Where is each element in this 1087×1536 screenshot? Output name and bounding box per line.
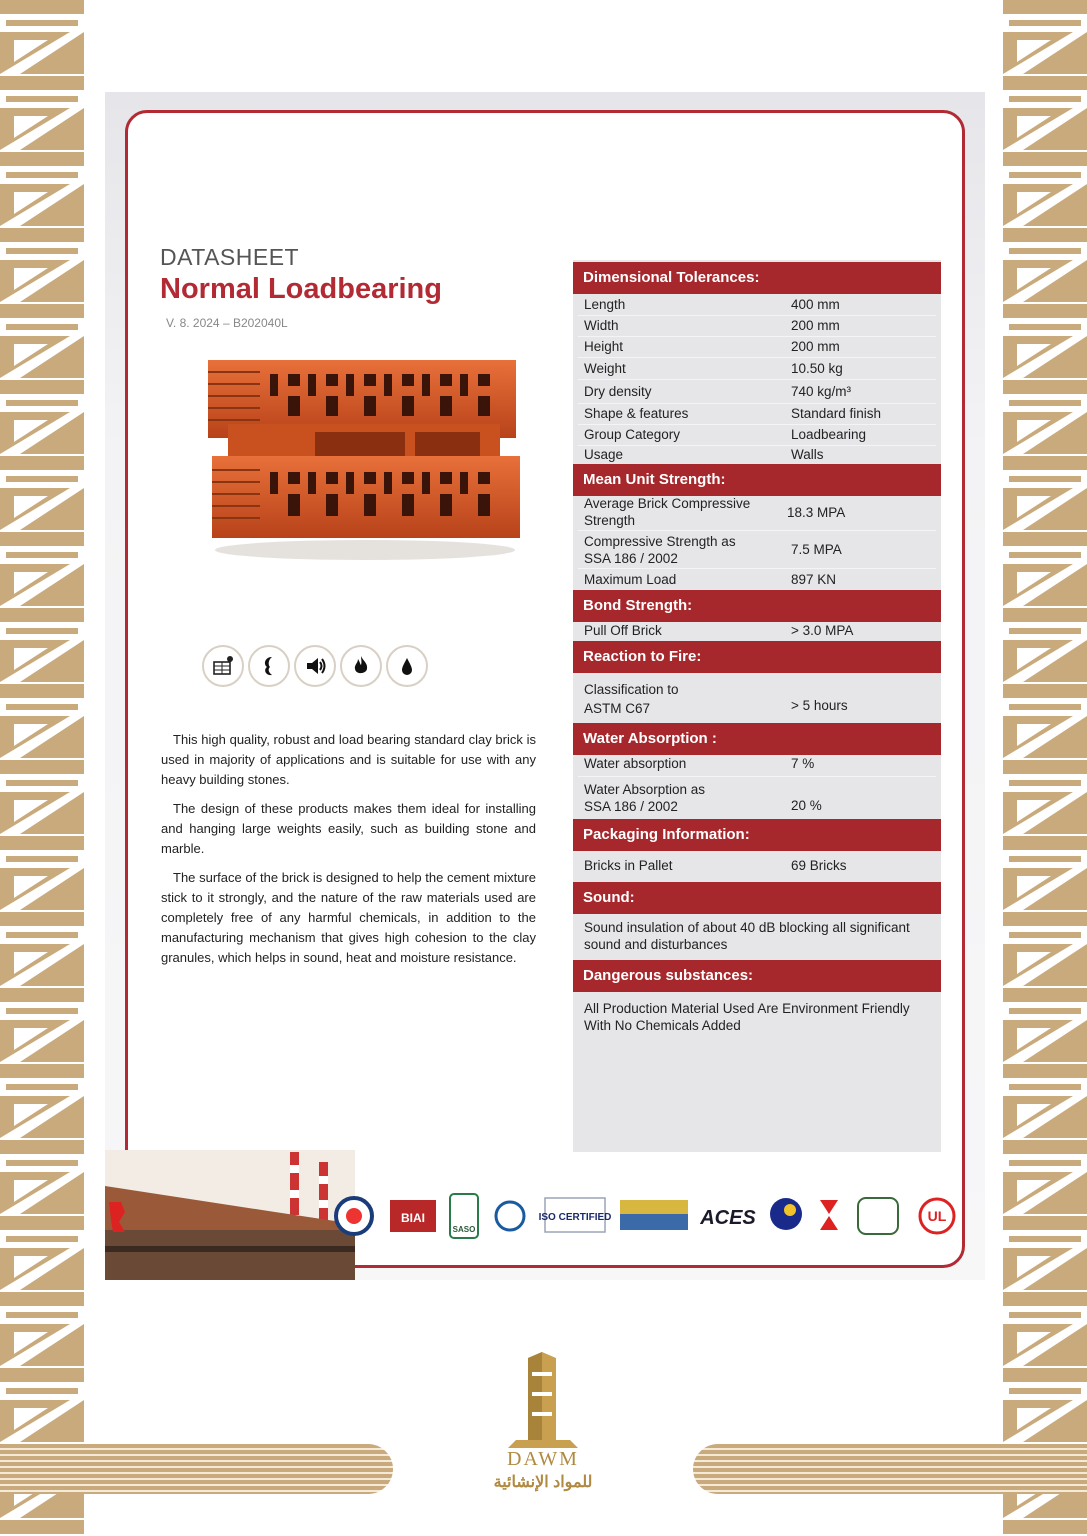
spec-value: > 3.0 MPA xyxy=(791,623,854,638)
row-divider xyxy=(578,776,936,777)
megaphone-icon xyxy=(294,645,336,687)
spec-key: Compressive Strength as SSA 186 / 2002 xyxy=(584,534,736,566)
spec-key: Dry density xyxy=(584,384,652,399)
row-divider xyxy=(578,315,936,316)
spec-key: Shape & features xyxy=(584,406,689,421)
spec-value: 18.3 MPA xyxy=(787,505,846,520)
brand-latin: DAWM xyxy=(507,1448,579,1470)
spec-value: 897 KN xyxy=(791,572,837,587)
row-divider xyxy=(578,424,936,425)
sound-text: Sound insulation of about 40 dB blocking all significant sound and disturbances xyxy=(584,920,910,952)
spec-value: 7 % xyxy=(791,756,815,771)
feature-icons xyxy=(202,645,428,687)
thermal-icon xyxy=(202,645,244,687)
spec-value: 400 mm xyxy=(791,297,840,312)
spec-key: Pull Off Brick xyxy=(584,623,662,638)
spec-key: Bricks in Pallet xyxy=(584,858,673,873)
spec-value: 740 kg/m³ xyxy=(791,384,852,399)
spec-key: Maximum Load xyxy=(584,572,677,587)
description-paragraph: The surface of the brick is designed to help the cement mixture stick to it strongly, and the nature of the raw materials used are completely free of any harmful chemicals, in addition to the manufacturing mechanism that gives high cohesion to the clay granules, which helps in sound, heat and moisture resistance. xyxy=(161,870,536,965)
saso-logo-text: SASO xyxy=(452,1225,476,1234)
section-heading-fire: Reaction to Fire: xyxy=(573,641,941,673)
spec-value: 200 mm xyxy=(791,318,840,333)
footer-band-left xyxy=(0,1444,393,1494)
row-divider xyxy=(578,530,936,531)
company-logo xyxy=(478,1352,608,1492)
brand-arabic: للمواد الإنشائية xyxy=(493,1474,593,1491)
section-heading-sound: Sound: xyxy=(573,882,941,914)
version-code: V. 8. 2024 – B202040L xyxy=(166,316,288,330)
row-divider xyxy=(578,379,936,380)
spec-key: Length xyxy=(584,297,626,312)
datasheet-label: DATASHEET xyxy=(160,244,300,270)
spec-value: 20 % xyxy=(791,798,822,813)
spec-key: Width xyxy=(584,318,619,333)
spec-value: > 5 hours xyxy=(791,698,848,713)
iso-logo-text: ISO CERTIFIED xyxy=(538,1212,612,1223)
section-heading-strength: Mean Unit Strength: xyxy=(573,464,941,496)
spec-key: Usage xyxy=(584,447,624,462)
spec-value: 7.5 MPA xyxy=(791,542,842,557)
spec-value: 10.50 kg xyxy=(791,361,843,376)
spec-value: 200 mm xyxy=(791,339,840,354)
ul-logo-text: UL xyxy=(927,1208,947,1224)
water-drop-icon xyxy=(386,645,428,687)
row-divider xyxy=(578,357,936,358)
spec-key: Group Category xyxy=(584,427,681,442)
row-divider xyxy=(578,403,936,404)
spec-key: Water absorption xyxy=(584,756,687,771)
row-divider xyxy=(578,568,936,569)
spec-key: Average Brick Compressive Strength xyxy=(584,496,751,528)
section-heading-water: Water Absorption : xyxy=(573,723,941,755)
spec-value: 69 Bricks xyxy=(791,858,847,873)
spec-key: Classification to ASTM C67 xyxy=(584,682,679,716)
sound-icon xyxy=(248,645,290,687)
section-heading-dangerous: Dangerous substances: xyxy=(573,960,941,992)
factory-image xyxy=(105,1150,355,1280)
left-decorative-border xyxy=(0,0,84,1536)
description-paragraph: This high quality, robust and load bearing standard clay brick is used in majority of applications and is suitable for use with any heavy building stones. xyxy=(161,732,536,787)
spec-key: Water Absorption as SSA 186 / 2002 xyxy=(584,782,706,814)
product-description xyxy=(161,730,536,977)
section-heading-packaging: Packaging Information: xyxy=(573,819,941,851)
section-heading-dimensional: Dimensional Tolerances: xyxy=(573,262,941,294)
fire-icon xyxy=(340,645,382,687)
aces-logo-text: ACES xyxy=(700,1207,756,1229)
right-decorative-border xyxy=(1003,0,1087,1536)
brick-image xyxy=(200,352,530,567)
spec-value: Walls xyxy=(791,447,824,462)
spec-value: Standard finish xyxy=(791,406,882,421)
biai-logo-text: BIAI xyxy=(401,1211,425,1225)
dangerous-text: All Production Material Used Are Environment Friendly With No Chemicals Added xyxy=(584,1001,910,1033)
spec-key: Height xyxy=(584,339,624,354)
section-heading-bond: Bond Strength: xyxy=(573,590,941,622)
building-logo-icon xyxy=(478,1352,608,1452)
spec-key: Weight xyxy=(584,361,626,376)
footer-band-right xyxy=(693,1444,1087,1494)
certification-logos xyxy=(330,1190,970,1245)
description-paragraph: The design of these products makes them ideal for installing and hanging large weights easily, such as building stone and marble. xyxy=(161,801,536,856)
product-title: Normal Loadbearing xyxy=(160,273,442,305)
row-divider xyxy=(578,336,936,337)
spec-value: Loadbearing xyxy=(791,427,867,442)
